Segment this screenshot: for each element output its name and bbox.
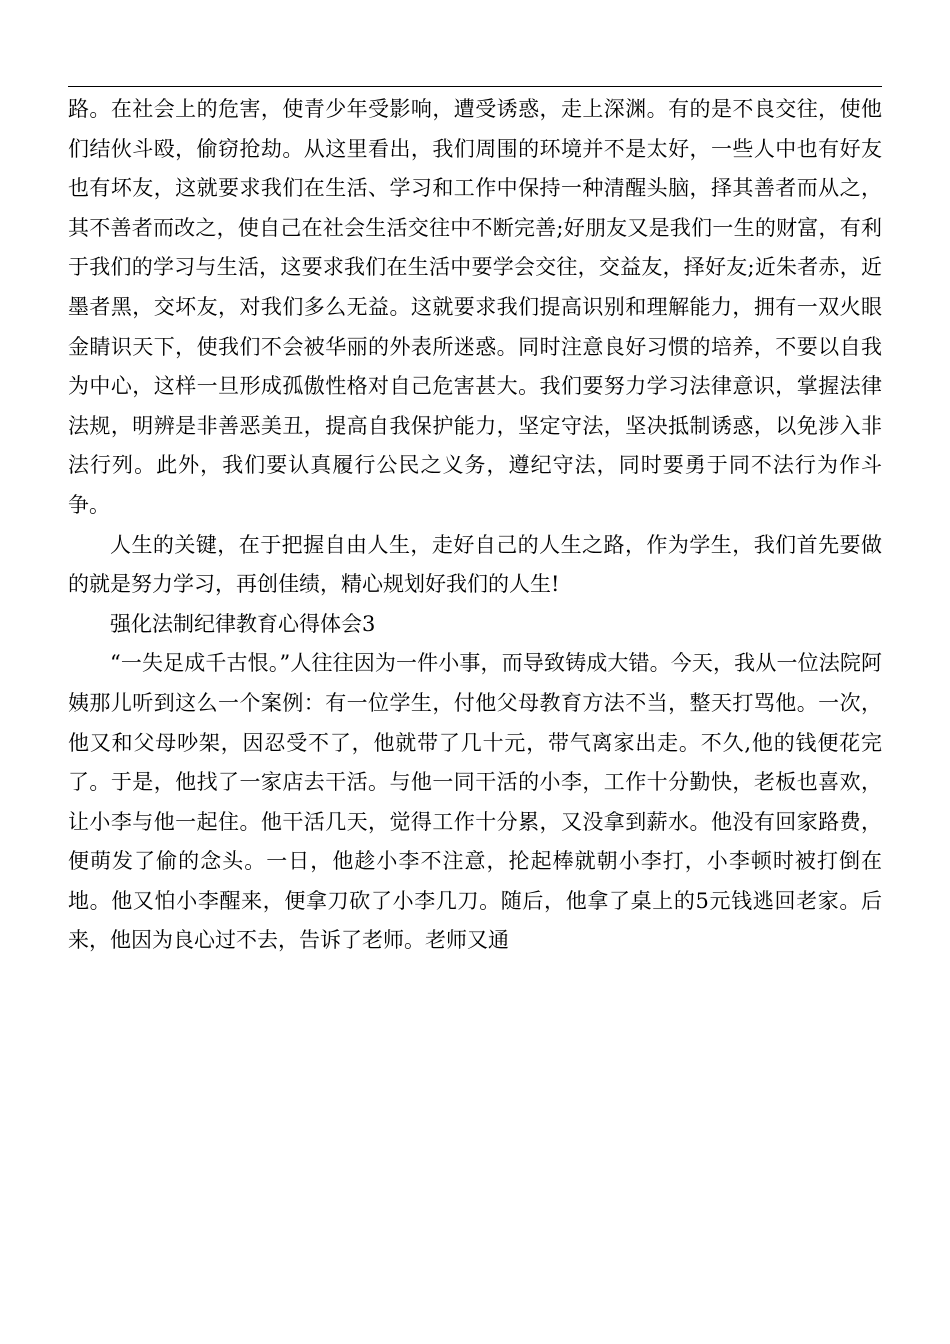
section-heading: 强化法制纪律教育心得体会3 <box>110 611 376 636</box>
paragraph-life-key: 人生的关键，在于把握自由人生，走好自己的人生之路，作为学生，我们首先要做的就是努力学习，再创佳绩，精心规划好我们的人生! <box>68 532 882 597</box>
document-body <box>68 90 882 961</box>
paragraph-continuation: 路。在社会上的危害，使青少年受影响，遭受诱惑，走上深渊。有的是不良交往，使他们结伙斗殴，偷窃抢劫。从这里看出，我们周围的环境并不是太好，一些人中也有好友也有坏友，这就要求我们在生活、学习和工作中保持一种清醒头脑，择其善者而从之，其不善者而改之，使自己在社会生活交往中不断完善;好朋友又是我们一生的财富，有利于我们的学习与生活，这要求我们在生活中要学会交往，交益友，择好友;近朱者赤，近墨者黑，交坏友，对我们多么无益。这就要求我们提高识别和理解能力，拥有一双火眼金睛识天下，使我们不会被华丽的外表所迷惑。同时注意良好习惯的培养，不要以自我为中心，这样一旦形成孤傲性格对自己危害甚大。我们要努力学习法律意识，掌握法律法规，明辨是非善恶美丑，提高自我保护能力，坚定守法，坚决抵制诱惑，以免涉入非法行列。此外，我们要认真履行公民之义务，遵纪守法，同时要勇于同不法行为作斗争。 <box>68 97 882 517</box>
header-rule <box>68 86 882 87</box>
paragraph-case-story: “一失足成千古恨。”人往往因为一件小事，而导致铸成大错。今天，我从一位法院阿姨那儿听到这么一个案例：有一位学生，付他父母教育方法不当，整天打骂他。一次，他又和父母吵架，因忍受不了，他就带了几十元，带气离家出走。不久,他的钱便花完了。于是，他找了一家店去干活。与他一同干活的小李，工作十分勤快，老板也喜欢，让小李与他一起住。他干活几天，觉得工作十分累，又没拿到薪水。他没有回家路费，便萌发了偷的念头。一日，他趁小李不注意，抡起棒就朝小李打，小李顿时被打倒在地。他又怕小李醒来，便拿刀砍了小李几刀。随后，他拿了桌上的5元钱逃回老家。后来，他因为良心过不去，告诉了老师。老师又通 <box>68 651 882 953</box>
